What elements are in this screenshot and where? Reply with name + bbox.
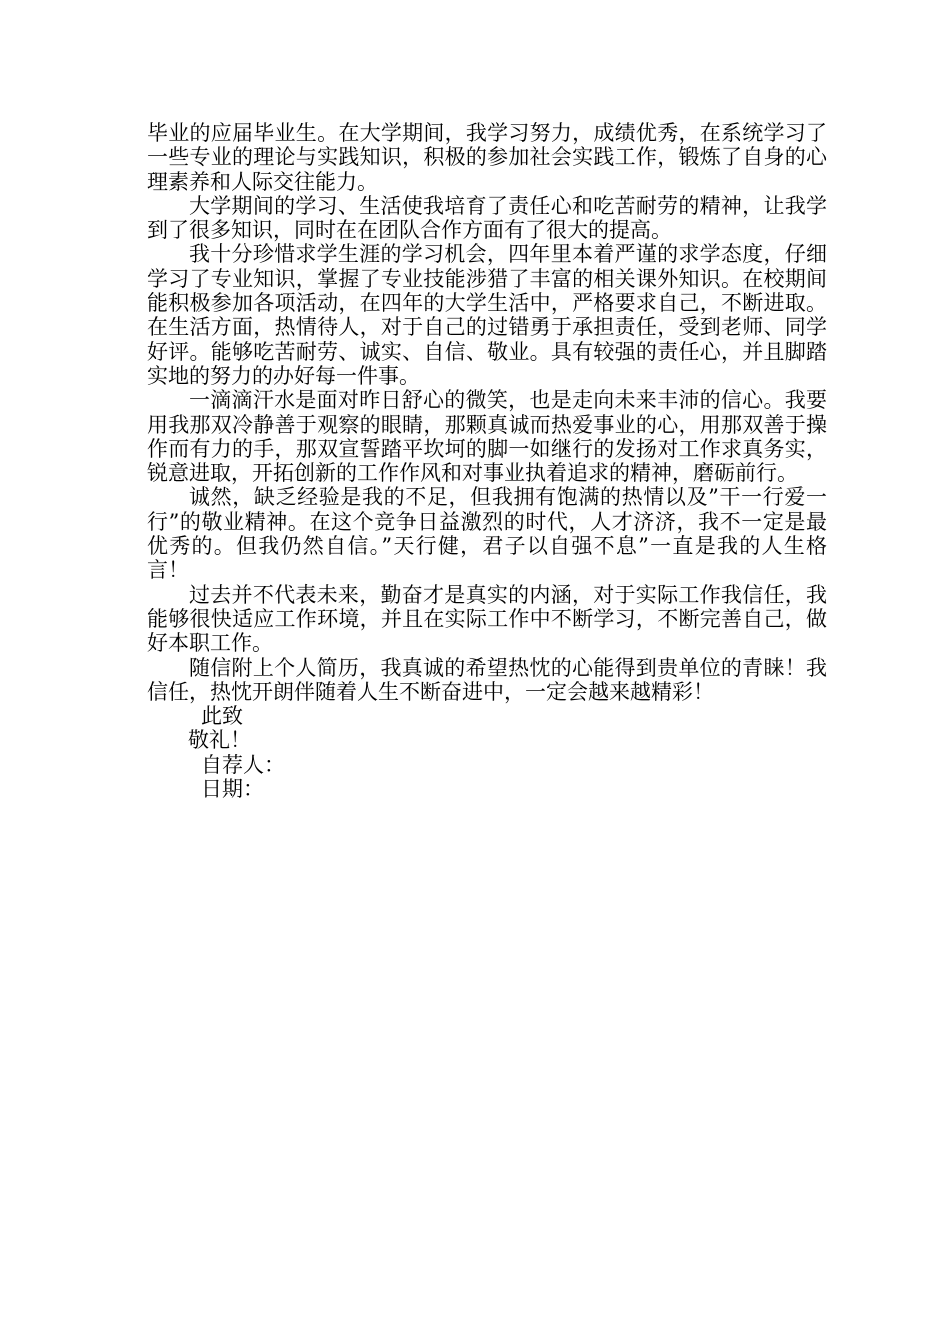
paragraph-7: 随信附上个人简历，我真诚的希望热忱的心能得到贵单位的青睐！我信任，热忱开朗伴随着人生不断奋进中，一定会越来越精彩！ xyxy=(147,655,827,704)
paragraph-5: 诚然，缺乏经验是我的不足，但我拥有饱满的热情以及”干一行爱一行”的敬业精神。在这个竞争日益激烈的时代，人才济济，我不一定是最优秀的。但我仍然自信。”天行健，君子以自强不息”一直是我的人生格言！ xyxy=(147,485,827,583)
paragraph-3: 我十分珍惜求学生涯的学习机会，四年里本着严谨的求学态度，仔细学习了专业知识，掌握了专业技能涉猎了丰富的相关课外知识。在校期间能积极参加各项活动，在四年的大学生活中，严格要求自己，不断进取。在生活方面，热情待人，对于自己的过错勇于承担责任，受到老师、同学好评。能够吃苦耐劳、诚实、自信、敬业。具有较强的责任心，并且脚踏实地的努力的办好每一件事。 xyxy=(147,242,827,388)
date-label: 日期： xyxy=(201,777,264,802)
paragraph-2: 大学期间的学习、生活使我培育了责任心和吃苦耐劳的精神，让我学到了很多知识，同时在在团队合作方面有了很大的提高。 xyxy=(147,193,827,243)
closing-salutation-2: 敬礼！ xyxy=(188,728,251,753)
signer-label: 自荐人： xyxy=(201,752,285,777)
letter-body xyxy=(147,121,827,801)
paragraph-4: 一滴滴汗水是面对昨日舒心的微笑，也是走向未来丰沛的信心。我要用我那双冷静善于观察的眼睛，那颗真诚而热爱事业的心，用那双善于操作而有力的手，那双宣誓踏平坎坷的脚一如继行的发扬对工作求真务实，锐意进取，开拓创新的工作作风和对事业执着追求的精神，磨砺前行。 xyxy=(147,388,827,486)
paragraph-intro-continued: 毕业的应届毕业生。在大学期间，我学习努力，成绩优秀，在系统学习了一些专业的理论与实践知识，积极的参加社会实践工作，锻炼了自身的心理素养和人际交往能力。 xyxy=(147,121,827,194)
closing-salutation-1: 此致 xyxy=(201,704,243,729)
paragraph-6: 过去并不代表未来，勤奋才是真实的内涵，对于实际工作我信任，我能够很快适应工作环境，并且在实际工作中不断学习，不断完善自己，做好本职工作。 xyxy=(147,582,827,656)
